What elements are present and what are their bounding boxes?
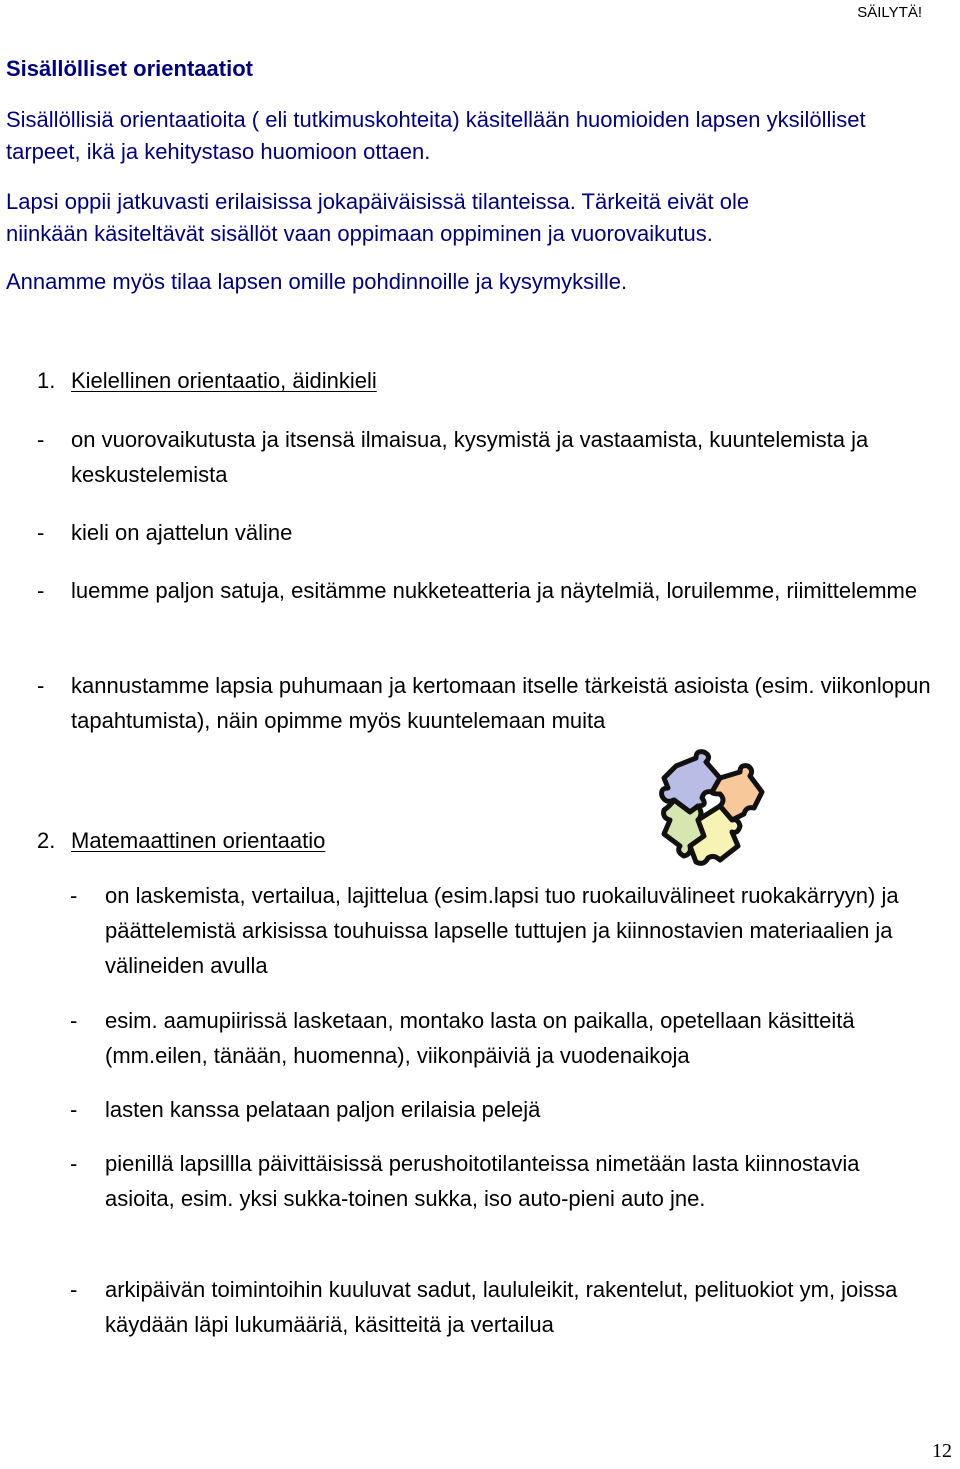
list-dash: -: [37, 520, 45, 545]
list-item: [37, 515, 917, 550]
list-item-text: kannustamme lapsia puhumaan ja kertomaan itselle tärkeistä asioista (esim. viikonlopun tapahtumista), näin opimme myös kuuntelemaan muita: [71, 673, 931, 733]
puzzle-pieces-image: [654, 748, 774, 873]
list-dash: -: [70, 1277, 78, 1302]
list-item-text: pienillä lapsillla päivittäisissä perushoitotilanteissa nimetään lasta kiinnostavia asioita, esim. yksi sukka-toinen sukka, iso auto-pieni auto jne.: [105, 1151, 860, 1211]
list-item: [70, 1003, 930, 1073]
intro-paragraph-2-line-2: niinkään käsiteltävät sisällöt vaan oppimaan oppiminen ja vuorovaikutus.: [6, 221, 713, 246]
list-item-text: on vuorovaikutusta ja itsensä ilmaisua, kysymistä ja vastaamista, kuuntelemista ja keskustelemista: [71, 427, 869, 487]
list-item: [37, 573, 937, 608]
list-item: [37, 422, 917, 492]
section-1-number: 1.: [37, 368, 56, 393]
list-dash: -: [70, 1151, 78, 1176]
list-item: [70, 1272, 945, 1342]
list-item-text: esim. aamupiirissä lasketaan, montako lasta on paikalla, opetellaan käsitteitä (mm.eilen, tänään, huomenna), viikonpäiviä ja vuodenaikoja: [105, 1008, 855, 1068]
list-dash: -: [37, 427, 45, 452]
list-dash: -: [37, 578, 45, 603]
intro-paragraph-2-line-1: Lapsi oppii jatkuvasti erilaisissa jokapäiväisissä tilanteissa. Tärkeitä eivät ole: [6, 189, 750, 214]
list-item-text: lasten kanssa pelataan paljon erilaisia pelejä: [105, 1097, 541, 1122]
list-dash: -: [70, 1008, 78, 1033]
list-item-text: on laskemista, vertailua, lajittelua (esim.lapsi tuo ruokailuvälineet ruokakärryyn) ja päättelemistä arkisissa touhuissa lapselle tuttujen ja kiinnostavien materiaalien ja välineiden avulla: [105, 883, 899, 978]
list-item-text: kieli on ajattelun väline: [71, 520, 293, 545]
list-item: [70, 1092, 930, 1127]
section-2-title-row: [37, 824, 325, 858]
page-heading: Sisällölliset orientaatiot: [6, 56, 253, 81]
list-item: [37, 668, 949, 738]
list-dash: -: [37, 673, 45, 698]
intro-paragraph-3: Annamme myös tilaa lapsen omille pohdinnoille ja kysymyksille.: [6, 269, 628, 294]
list-dash: -: [70, 1097, 78, 1122]
section-1-title: Kielellinen orientaatio, äidinkieli: [71, 368, 377, 393]
section-2-number: 2.: [37, 828, 56, 853]
page-number: 12: [932, 1440, 952, 1462]
list-item-text: arkipäivän toimintoihin kuuluvat sadut, laululeikit, rakentelut, pelituokiot ym, joissa käydään läpi lukumääriä, käsitteitä ja vertailua: [105, 1277, 898, 1337]
list-item-text: luemme paljon satuja, esitämme nukketeatteria ja näytelmiä, loruilemme, riimittelemme: [71, 578, 918, 603]
top-label: SÄILYTÄ!: [857, 4, 922, 21]
intro-paragraph-1: Sisällöllisiä orientaatioita ( eli tutkimuskohteita) käsitellään huomioiden lapsen yksilölliset tarpeet, ikä ja kehitystaso huomioon ottaen.: [6, 107, 866, 164]
list-item: [70, 878, 920, 983]
section-2-title: Matemaattinen orientaatio: [71, 828, 326, 853]
section-1-title-row: [37, 364, 377, 398]
list-item: [70, 1146, 920, 1216]
list-dash: -: [70, 883, 78, 908]
